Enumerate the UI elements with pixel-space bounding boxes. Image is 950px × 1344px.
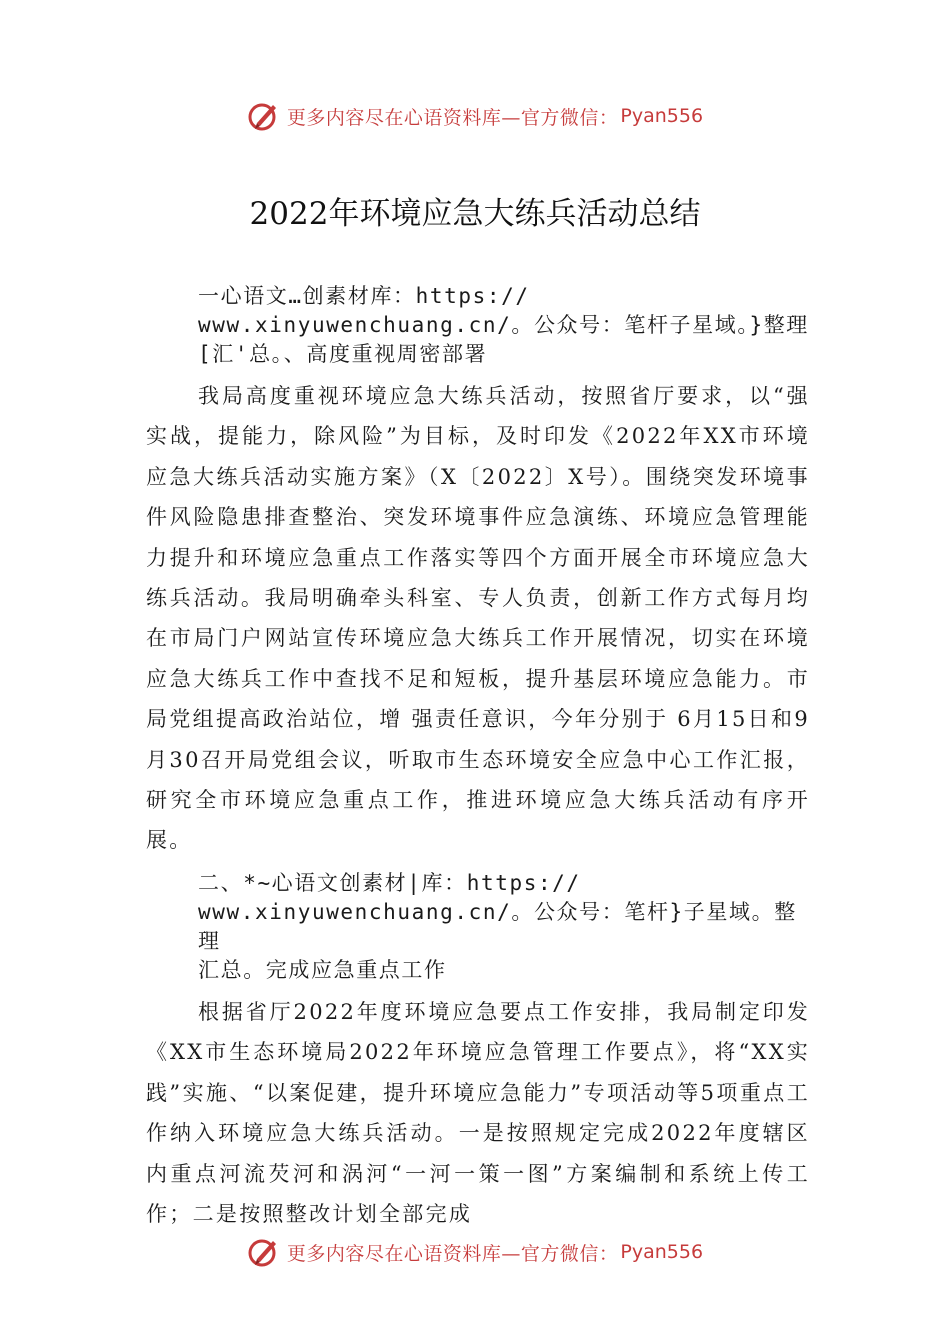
document-body [146, 282, 810, 1242]
watermark-banner-top [0, 96, 950, 136]
watermark-wechat-id: Pyan556 [620, 105, 704, 127]
watermark-banner-bottom [0, 1232, 950, 1272]
watermark-slogan: 更多内容尽在心语资料库—官方微信： [286, 1242, 619, 1265]
section-heading-2: 二、*~心语文创素材|库：https:// www.xinyuwenchuang.cn/。公众号：笔杆}子星域。整理 汇总。完成应急重点工作 [198, 870, 797, 982]
section-paragraph-2: 根据省厅2022年度环境应急要点工作安排，我局制定印发《XX市生态环境局2022年环境应急管理工作要点》，将“XX实践”实施、“以案促建，提升环境应急能力”专项活动等5项重点工作纳入环境应急大练兵活动。一是按照规定完成2022年度辖区内重点河流芡河和涡河“一河一策一图”方案编制和系统上传工作；二是按照整改计划全部完成 [146, 999, 810, 1226]
section-heading-1: 一心语文…创素材库：https:// www.xinyuwenchuang.cn/。公众号：笔杆子星域。}整理 [汇'总。、高度重视周密部署 [198, 284, 809, 366]
section-paragraph-1: 我局高度重视环境应急大练兵活动，按照省厅要求，以“强实战，提能力，除风险”为目标，及时印发《2022年XX市环境应急大练兵活动实施方案》（X〔2022〕X号）。围绕突发环境事件风险隐患排查整治、突发环境事件应急演练、环境应急管理能力提升和环境应急重点工作落实等四个方面开展全市环境应急大练兵活动。我局明确牵头科室、专人负责，创新工作方式每月均在市局门户网站宣传环境应急大练兵工作开展情况，切实在环境应急大练兵工作中查找不足和短板，提升基层环境应急能力。市局党组提高政治站位，增 强责任意识，今年分别于 6月15日和9月30召开局党组会议，听取市生态环境安全应急中心工作汇报，研究全市环境应急重点工作，推进环境应急大练兵活动有序开展。 [146, 384, 810, 853]
watermark-slogan: 更多内容尽在心语资料库—官方微信： [286, 106, 619, 129]
document-title: 2022年环境应急大练兵活动总结 [249, 196, 701, 232]
quill-pen-logo-icon [247, 99, 281, 133]
watermark-wechat-id: Pyan556 [620, 1241, 704, 1263]
quill-pen-logo-icon [247, 1235, 281, 1269]
